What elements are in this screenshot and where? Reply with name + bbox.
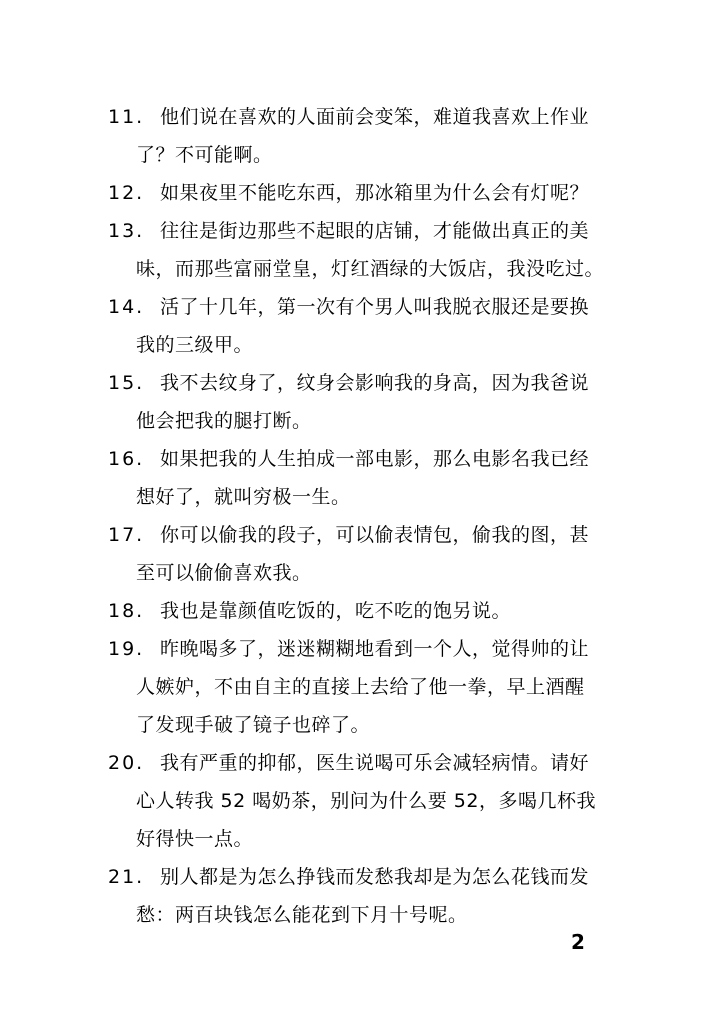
item-text-first-line: 我不去纹身了，纹身会影响我的身高，因为我爸说 <box>160 372 590 394</box>
list-item <box>110 744 620 858</box>
list-item <box>110 174 620 212</box>
page-number: 2 <box>571 930 585 954</box>
item-number: 18. <box>108 600 145 622</box>
joke-list <box>110 98 620 934</box>
item-text-continuation-line: 至可以偷偷喜欢我。 <box>136 562 312 584</box>
item-text-first-line: 他们说在喜欢的人面前会变笨，难道我喜欢上作业 <box>160 106 590 128</box>
item-number: 12. <box>108 182 145 204</box>
list-item <box>110 288 620 364</box>
list-item <box>110 630 620 744</box>
item-number: 14. <box>108 296 145 318</box>
list-item <box>110 516 620 592</box>
item-number: 21. <box>108 866 145 888</box>
item-text-continuation-line: 了发现手破了镜子也碎了。 <box>136 714 371 736</box>
item-text-continuation-line: 想好了，就叫穷极一生。 <box>136 486 351 508</box>
item-text-first-line: 活了十几年，第一次有个男人叫我脱衣服还是要换 <box>160 296 590 318</box>
item-number: 15. <box>108 372 145 394</box>
item-text-first-line: 如果把我的人生拍成一部电影，那么电影名我已经 <box>160 448 590 470</box>
list-item <box>110 364 620 440</box>
item-text-continuation-line: 我的三级甲。 <box>136 334 254 356</box>
item-number: 11. <box>108 106 145 128</box>
item-number: 16. <box>108 448 145 470</box>
item-number: 17. <box>108 524 145 546</box>
list-item <box>110 440 620 516</box>
item-number: 19. <box>108 638 145 660</box>
item-text-continuation-line: 好得快一点。 <box>136 828 254 850</box>
item-text-continuation-line: 了？不可能啊。 <box>136 144 273 166</box>
item-text-continuation-line: 味，而那些富丽堂皇，灯红酒绿的大饭店，我没吃过。 <box>136 258 605 280</box>
item-text-first-line: 往往是街边那些不起眼的店铺，才能做出真正的美 <box>160 220 590 242</box>
item-text-continuation-line: 人嫉妒，不由自主的直接上去给了他一拳，早上酒醒 <box>136 676 585 698</box>
item-number: 20. <box>108 752 145 774</box>
item-text-continuation-line: 心人转我 52 喝奶茶，别问为什么要 52，多喝几杯我 <box>136 790 596 812</box>
item-text-first-line: 昨晚喝多了，迷迷糊糊地看到一个人，觉得帅的让 <box>160 638 590 660</box>
list-item <box>110 592 620 630</box>
list-item <box>110 212 620 288</box>
item-text-first-line: 别人都是为怎么挣钱而发愁我却是为怎么花钱而发 <box>160 866 590 888</box>
item-text-first-line: 我有严重的抑郁，医生说喝可乐会减轻病情。请好 <box>160 752 590 774</box>
item-text-continuation-line: 愁：两百块钱怎么能花到下月十号呢。 <box>136 904 468 926</box>
item-number: 13. <box>108 220 145 242</box>
list-item <box>110 98 620 174</box>
list-item <box>110 858 620 934</box>
item-text-first-line: 如果夜里不能吃东西，那冰箱里为什么会有灯呢？ <box>160 182 590 204</box>
item-text-first-line: 你可以偷我的段子，可以偷表情包，偷我的图，甚 <box>160 524 590 546</box>
item-text-continuation-line: 他会把我的腿打断。 <box>136 410 312 432</box>
item-text-first-line: 我也是靠颜值吃饭的，吃不吃的饱另说。 <box>160 600 512 622</box>
